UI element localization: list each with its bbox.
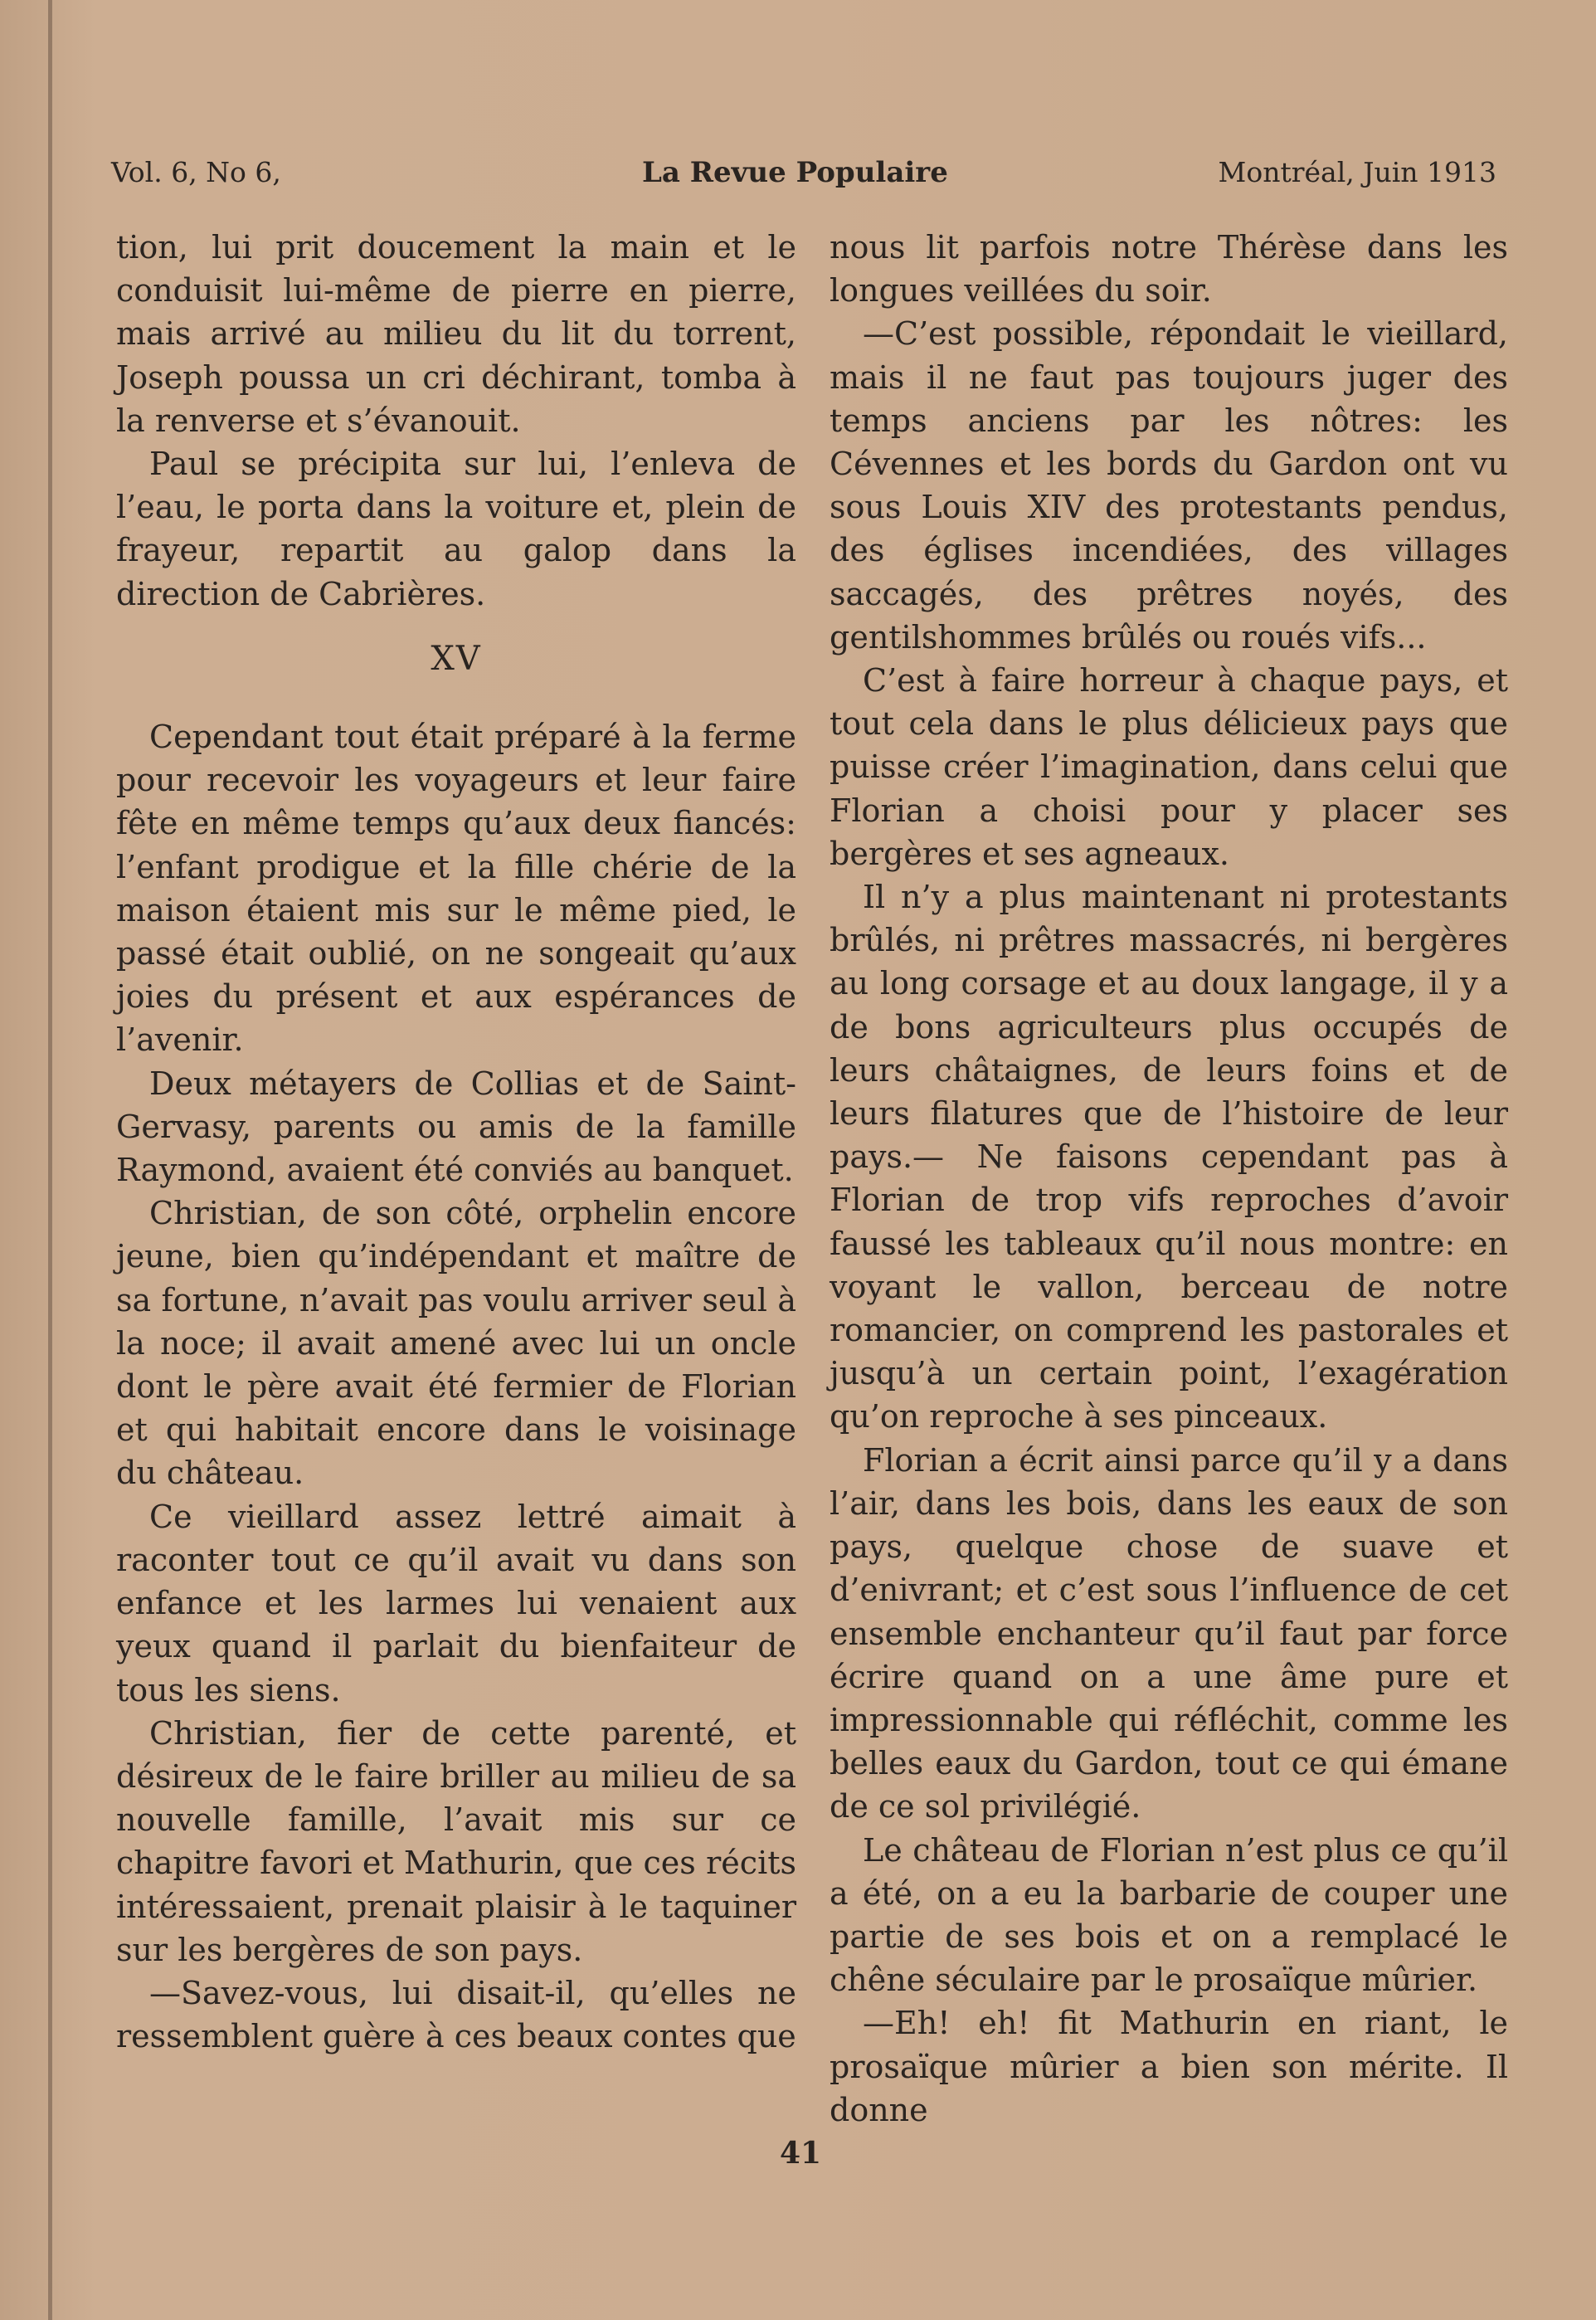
running-header	[111, 156, 1496, 197]
paragraph: —C’est possible, répondait le vieillard, mais il ne faut pas toujours juger des temps anciens par les nôtres: les Cévennes et les bords du Gardon ont vu sous Louis XIV des protestants pendus, des églises incendiées, des villages saccagés, des prêtres noyés, des gentilshommes brûlés ou roués vifs...	[830, 315, 1508, 656]
paragraph: Christian, de son côté, orphelin encore jeune, bien qu’indépendant et maître de sa fortune, n’avait pas voulu arriver seul à la noce; il avait amené avec lui un oncle dont le père avait été fermier de Florian et qui habitait encore dans le voisinage du château.	[116, 1195, 796, 1492]
chapter-heading: XV	[431, 639, 482, 678]
binding-edge	[48, 0, 52, 2320]
paragraph: —Eh! eh! fit Mathurin en riant, le prosaïque mûrier a bien son mérite. Il donne	[830, 2005, 1508, 2128]
volume-issue: Vol. 6, No 6,	[111, 156, 281, 188]
page-number: 41	[780, 2136, 822, 2171]
paragraph: Cependant tout était préparé à la ferme pour recevoir les voyageurs et leur faire fête en même temps qu’aux deux fiancés: l’enfant prodigue et la fille chérie de la maison étaient mis sur le même pied, le passé était oublié, on ne songeait qu’aux joies du présent et aux espérances de l’avenir.	[116, 719, 796, 1059]
paragraph: tion, lui prit doucement la main et le conduisit lui-même de pierre en pierre, mais arrivé au milieu du lit du torrent, Joseph poussa un cri déchirant, tomba à la renverse et s’évanouit.	[116, 229, 796, 439]
paragraph: Il n’y a plus maintenant ni protestants brûlés, ni prêtres massacrés, ni bergères au long corsage et au doux langage, il y a de bons agriculteurs plus occupés de leurs châtaignes, de leurs foins et de leurs filatures que de l’histoire de leur pays.— Ne faisons cependant pas à Florian de trop vifs reproches d’avoir faussé les tableaux qu’il nous montre: en voyant le vallon, berceau de notre romancier, on comprend les pastorales et jusqu’à un certain point, l’exagération qu’on reproche à ses pinceaux.	[830, 879, 1508, 1435]
paragraph: Ce vieillard assez lettré aimait à raconter tout ce qu’il avait vu dans son enfance et les larmes lui venaient aux yeux quand il parlait du bienfaiteur de tous les siens.	[116, 1498, 796, 1708]
paragraph: Florian a écrit ainsi parce qu’il y a dans l’air, dans les bois, dans les eaux de son pays, quelque chose de suave et d’enivrant; et c’est sous l’influence de cet ensemble enchanteur qu’il faut par force écrire quand on a une âme pure et impressionnable qui réfléchit, comme les belles eaux du Gardon, tout ce qui émane de ce sol privilégié.	[830, 1441, 1508, 1825]
paragraph: nous lit parfois notre Thérèse dans les longues veillées du soir.	[830, 229, 1508, 309]
paragraph: Christian, fier de cette parenté, et désireux de le faire briller au milieu de sa nouvelle famille, l’avait mis sur ce chapitre favori et Mathurin, que ces récits intéressaient, prenait plaisir à le taquiner sur les bergères de son pays.	[116, 1714, 796, 1968]
paragraph: Deux métayers de Collias et de Saint-Gervasy, parents ou amis de la famille Raymond, avaient été conviés au banquet.	[116, 1065, 796, 1189]
date-location: Montréal, Juin 1913	[1218, 156, 1496, 188]
paragraph: Paul se précipita sur lui, l’enleva de l’eau, le porta dans la voiture et, plein de frayeur, repartit au galop dans la direction de Cabrières.	[116, 446, 796, 612]
left-column	[116, 226, 796, 2058]
journal-title: La Revue Populaire	[642, 156, 948, 189]
paragraph: —Savez-vous, lui disait-il, qu’elles ne ressemblent guère à ces beaux contes que	[116, 1974, 796, 2055]
paragraph: C’est à faire horreur à chaque pays, et tout cela dans le plus délicieux pays que puisse créer l’imagination, dans celui que Florian a choisi pour y placer ses bergères et ses agneaux.	[830, 662, 1508, 872]
right-column	[830, 226, 1508, 2132]
paragraph: Le château de Florian n’est plus ce qu’il a été, on a eu la barbarie de couper une partie de ses bois et on a remplacé le chêne séculaire par le prosaïque mûrier.	[830, 1831, 1508, 1999]
